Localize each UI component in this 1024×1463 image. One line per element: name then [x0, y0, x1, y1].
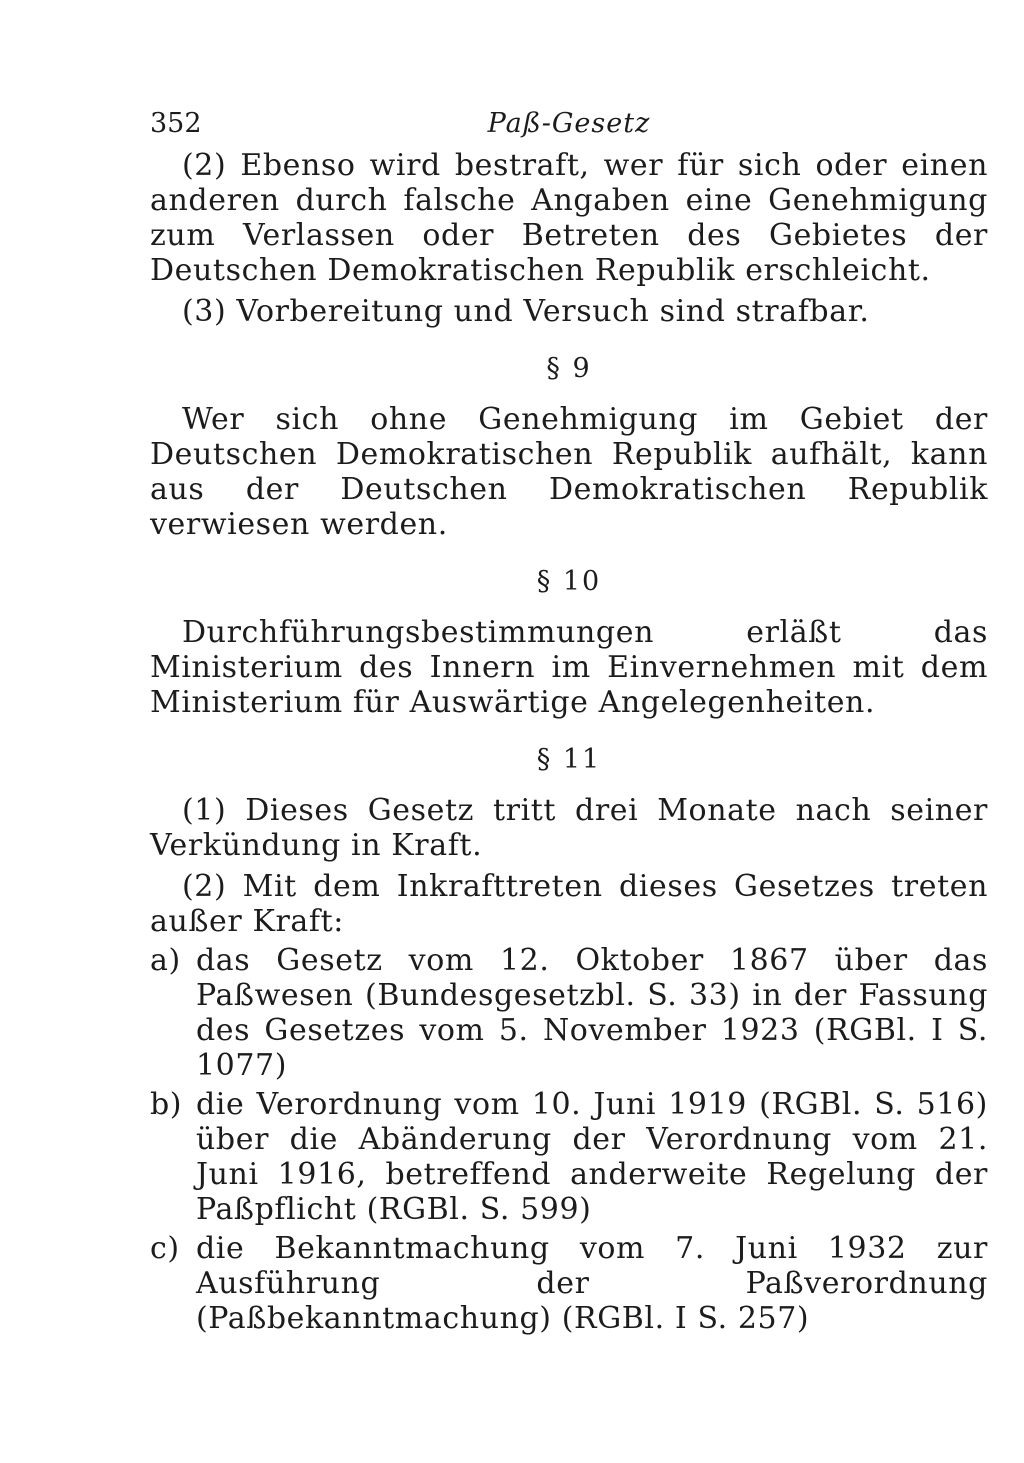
list-item-label: a) [150, 943, 181, 978]
list-item-label: c) [150, 1231, 180, 1266]
list-item-a [150, 943, 988, 1083]
section-10-heading: § 10 [536, 566, 602, 597]
list-item-text: die Bekanntmachung vom 7. Juni 1932 zur Ausführung der Paßverordnung (Paßbekanntmachung) (RGBl. I S. 257) [196, 1231, 988, 1336]
section-11-heading: § 11 [536, 744, 602, 775]
section-9-heading: § 9 [546, 353, 592, 384]
paragraph-8-3: (3) Vorbereitung und Versuch sind strafbar. [182, 294, 870, 329]
section-9-text: Wer sich ohne Genehmigung im Gebiet der Deutschen Demokratischen Republik aufhält, kann aus der Deutschen Demokratischen Republik verwiesen werden. [150, 402, 988, 542]
page-header [150, 108, 988, 148]
list-item-c [150, 1231, 988, 1336]
list-item-text: das Gesetz vom 12. Oktober 1867 über das Paßwesen (Bundesgesetzbl. S. 33) in der Fassung des Gesetzes vom 5. November 1923 (RGBl. I S. 1077) [196, 943, 988, 1083]
paragraph-8-2: (2) Ebenso wird bestraft, wer für sich oder einen anderen durch falsche Angaben eine Genehmigung zum Verlassen oder Betreten des Gebietes der Deutschen Demokratischen Republik erschleicht. [150, 148, 988, 288]
list-item-text: die Verordnung vom 10. Juni 1919 (RGBl. S. 516) über die Abänderung der Verordnung vom 21. Juni 1916, betreffend anderweite Regelung der Paßpflicht (RGBl. S. 599) [196, 1087, 988, 1227]
list-item-b [150, 1087, 988, 1227]
running-title: Paß-Gesetz [487, 108, 651, 139]
list-item-label: b) [150, 1087, 183, 1122]
page-number: 352 [150, 108, 202, 139]
document-page [150, 108, 988, 1336]
section-10-text: Durchführungsbestimmungen erläßt das Ministerium des Innern im Einvernehmen mit dem Ministerium für Auswärtige Angelegenheiten. [150, 615, 988, 720]
section-11-p1: (1) Dieses Gesetz tritt drei Monate nach seiner Verkündung in Kraft. [150, 793, 988, 863]
section-11-p2: (2) Mit dem Inkrafttreten dieses Gesetzes treten außer Kraft: [150, 869, 988, 939]
